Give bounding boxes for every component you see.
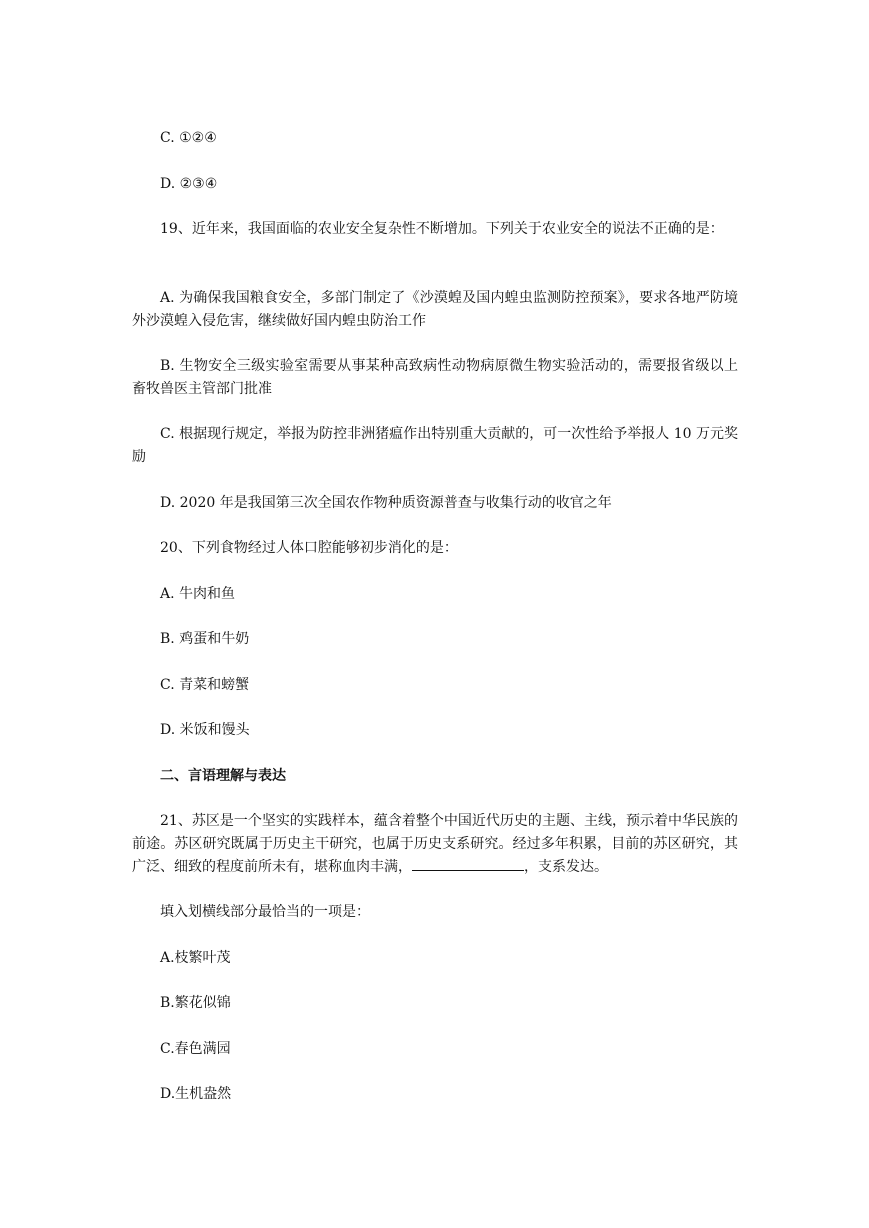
q21-stem-after-blank: ，支系发达。 [524,859,608,875]
section-heading: 二、言语理解与表达 [160,768,286,784]
q19-option-c: C. 根据现行规定，举报为防控非洲猪瘟作出特别重大贡献的，可一次性给予举报人 10 万元奖励 [132,426,738,465]
q20-option-a: A. 牛肉和鱼 [160,586,236,602]
q19-option-d: D. 2020 年是我国第三次全国农作物种质资源普查与收集行动的收官之年 [160,495,612,511]
q21-option-b: B.繁花似锦 [160,995,231,1011]
q21-option-d: D.生机盎然 [160,1086,232,1102]
q18-option-c: C. ①②④ [160,130,217,146]
q19-option-a: A. 为确保我国粮食安全，多部门制定了《沙漠蝗及国内蝗虫监测防控预案》，要求各地严防境外沙漠蝗入侵危害，继续做好国内蝗虫防治工作 [132,290,738,329]
q21-option-c: C.春色满园 [160,1041,231,1057]
q18-option-d: D. ②③④ [160,176,218,192]
q19-stem: 19、近年来，我国面临的农业安全复杂性不断增加。下列关于农业安全的说法不正确的是： [160,221,724,237]
q20-option-b: B. 鸡蛋和牛奶 [160,631,250,647]
q21-stem-before-blank: 21、苏区是一个坚实的实践样本，蕴含着整个中国近代历史的主题、主线，预示着中华民族的前途。苏区研究既属于历史主干研究，也属于历史支系研究。经过多年积累，目前的苏区研究，其广泛、细致的程度前所未有，堪称血肉丰满， [132,813,738,875]
q19-option-b: B. 生物安全三级实验室需要从事某种高致病性动物病原微生物实验活动的，需要报省级以上畜牧兽医主管部门批准 [132,358,738,397]
q20-option-c: C. 青菜和螃蟹 [160,677,250,693]
q21-instruction: 填入划横线部分最恰当的一项是： [160,904,370,920]
q20-stem: 20、下列食物经过人体口腔能够初步消化的是： [160,540,458,556]
q20-option-d: D. 米饭和馒头 [160,722,250,738]
q21-stem [132,810,738,879]
q21-answer-blank [412,856,524,871]
q21-option-a: A.枝繁叶茂 [160,950,231,966]
